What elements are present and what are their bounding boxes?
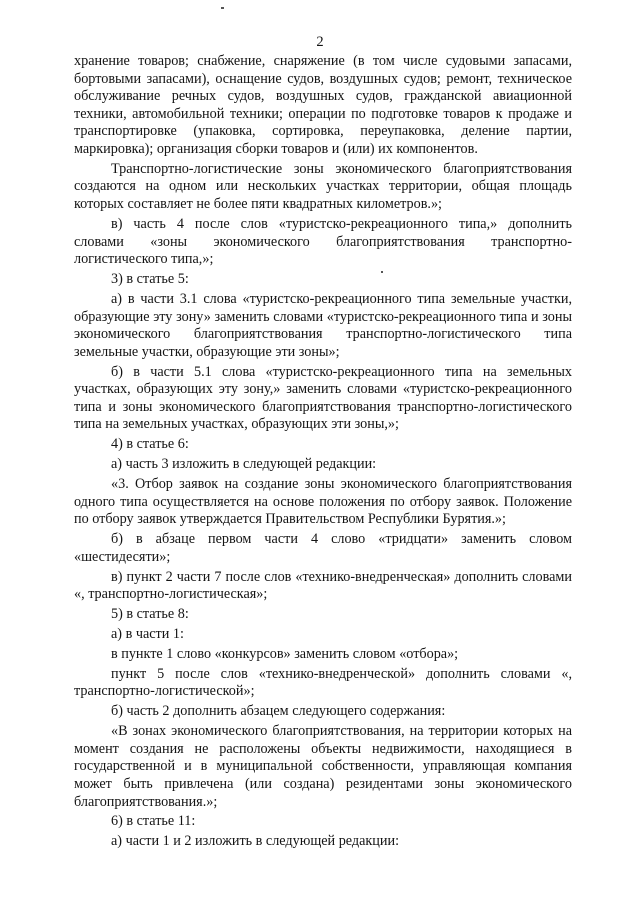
paragraph: в) пункт 2 части 7 после слов «технико-внедренческая» дополнить словами «, транспортно-логистическая»; (74, 568, 572, 603)
paragraph: 3) в статье 5: (111, 271, 189, 288)
paragraph: 5) в статье 8: (111, 606, 189, 623)
paragraph: «В зонах экономического благоприятствования, на территории которых на момент создания не расположены объекты недвижимости, находящиеся в государственной и в муниципальной собственности, управляющая компания может быть привлечена (или создана) резидентами зоны экономического благоприятствования.»; (74, 723, 572, 810)
paragraph: б) часть 2 дополнить абзацем следующего содержания: (111, 703, 446, 720)
paragraph: «3. Отбор заявок на создание зоны экономического благоприятствования одного типа осуществляется на основе положения по отбору заявок. Положение по отбору заявок утверждается Правительством Республики Бурятия.»; (74, 476, 572, 528)
paragraph: 4) в статье 6: (111, 436, 189, 453)
paragraph: а) части 1 и 2 изложить в следующей редакции: (111, 833, 400, 850)
paragraph: в пункте 1 слово «конкурсов» заменить словом «отбора»; (111, 645, 459, 662)
paragraph: а) в части 1: (111, 625, 184, 642)
paragraph: а) в части 3.1 слова «туристско-рекреационного типа земельные участки, образующие эту зону» заменить словами «туристско-рекреационного типа и зоны экономического благоприятствования транспортно-логистического типа земельные участки, образующие эти зоны»; (74, 290, 572, 360)
paragraph: хранение товаров; снабжение, снаряжение (в том числе судовыми запасами, бортовыми запасами), оснащение судов, воздушных судов; ремонт, техническое обслуживание речных судов, воздушных судов, гражданской авиационной техники, автомобильной техники; операции по подготовке товаров к продаже и транспортировке (упаковка, сортировка, переупаковка, деление партии, маркировка); организация сборки товаров и (или) их компонентов. (74, 53, 572, 157)
paragraph: пункт 5 после слов «технико-внедренческой» дополнить словами «, транспортно-логистической»; (74, 665, 572, 700)
page-number: 2 (316, 34, 324, 50)
paragraph: в) часть 4 после слов «туристско-рекреационного типа,» дополнить словами «зоны экономического благоприятствования транспортно-логистического типа,»; (74, 215, 572, 268)
scan-speck (221, 7, 224, 9)
paragraph: а) часть 3 изложить в следующей редакции: (111, 456, 377, 473)
paragraph: 6) в статье 11: (111, 813, 196, 830)
paragraph: Транспортно-логистические зоны экономического благоприятствования создаются на одном или нескольких участках территории, общая площадь которых составляет не более пяти квадратных километров.»; (74, 160, 572, 213)
paragraph: б) в абзаце первом части 4 слово «тридцати» заменить словом «шестидесяти»; (74, 531, 572, 565)
document-body (74, 53, 572, 853)
paragraph: б) в части 5.1 слова «туристско-рекреационного типа на земельных участках, образующих эту зону,» заменить словами «туристско-рекреационного типа и зоны экономического благоприятствования транспортно-логистического типа на земельных участках, образующих эти зоны,»; (74, 363, 572, 433)
